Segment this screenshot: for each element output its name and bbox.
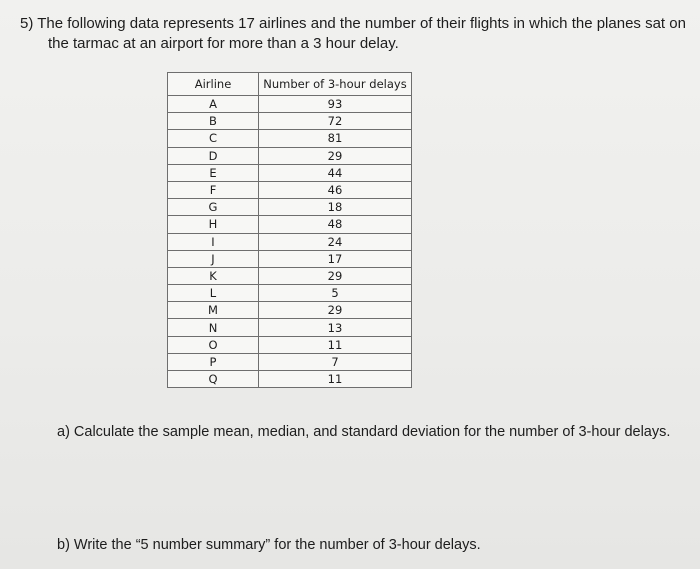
- airline-cell: P: [168, 353, 259, 370]
- table-row: [168, 267, 412, 284]
- airline-cell: D: [168, 147, 259, 164]
- airline-cell: I: [168, 233, 259, 250]
- delays-cell: 72: [259, 113, 412, 130]
- table-row: [168, 199, 412, 216]
- part-b-question: b) Write the “5 number summary” for the number of 3-hour delays.: [57, 537, 481, 553]
- delays-cell: 29: [259, 267, 412, 284]
- question-line-1: 5) The following data represents 17 airlines and the number of their flights in which the planes sat on: [20, 15, 686, 32]
- airline-cell: H: [168, 216, 259, 233]
- delays-cell: 46: [259, 181, 412, 198]
- delays-cell: 11: [259, 336, 412, 353]
- delays-cell: 11: [259, 371, 412, 388]
- question-line-2: the tarmac at an airport for more than a 3 hour delay.: [48, 35, 399, 52]
- delays-cell: 48: [259, 216, 412, 233]
- table-row: [168, 181, 412, 198]
- airline-cell: M: [168, 302, 259, 319]
- airline-cell: O: [168, 336, 259, 353]
- table-row: [168, 216, 412, 233]
- airline-delays-table: [167, 72, 412, 388]
- delays-cell: 93: [259, 96, 412, 113]
- table-row: [168, 302, 412, 319]
- table-row: [168, 113, 412, 130]
- airline-cell: F: [168, 181, 259, 198]
- delays-cell: 81: [259, 130, 412, 147]
- delays-cell: 18: [259, 199, 412, 216]
- airline-cell: J: [168, 250, 259, 267]
- airline-cell: L: [168, 285, 259, 302]
- question-text: [20, 14, 700, 54]
- airline-cell: C: [168, 130, 259, 147]
- delays-cell: 17: [259, 250, 412, 267]
- table-row: [168, 371, 412, 388]
- table-header-row: [168, 73, 412, 96]
- table-row: [168, 233, 412, 250]
- delays-cell: 13: [259, 319, 412, 336]
- airline-cell: K: [168, 267, 259, 284]
- airline-cell: A: [168, 96, 259, 113]
- delays-cell: 29: [259, 302, 412, 319]
- table-row: [168, 285, 412, 302]
- table-row: [168, 319, 412, 336]
- table-row: [168, 164, 412, 181]
- header-delays: Number of 3-hour delays: [259, 73, 412, 96]
- table-row: [168, 96, 412, 113]
- delays-cell: 5: [259, 285, 412, 302]
- airline-cell: E: [168, 164, 259, 181]
- part-a-question: a) Calculate the sample mean, median, and standard deviation for the number of 3-hour delays.: [57, 424, 671, 440]
- airline-cell: N: [168, 319, 259, 336]
- table-row: [168, 130, 412, 147]
- delays-cell: 29: [259, 147, 412, 164]
- airline-cell: G: [168, 199, 259, 216]
- airline-cell: B: [168, 113, 259, 130]
- delays-cell: 24: [259, 233, 412, 250]
- table-row: [168, 147, 412, 164]
- header-airline: Airline: [168, 73, 259, 96]
- table-row: [168, 336, 412, 353]
- delays-cell: 7: [259, 353, 412, 370]
- table-row: [168, 353, 412, 370]
- delays-cell: 44: [259, 164, 412, 181]
- airline-cell: Q: [168, 371, 259, 388]
- table-row: [168, 250, 412, 267]
